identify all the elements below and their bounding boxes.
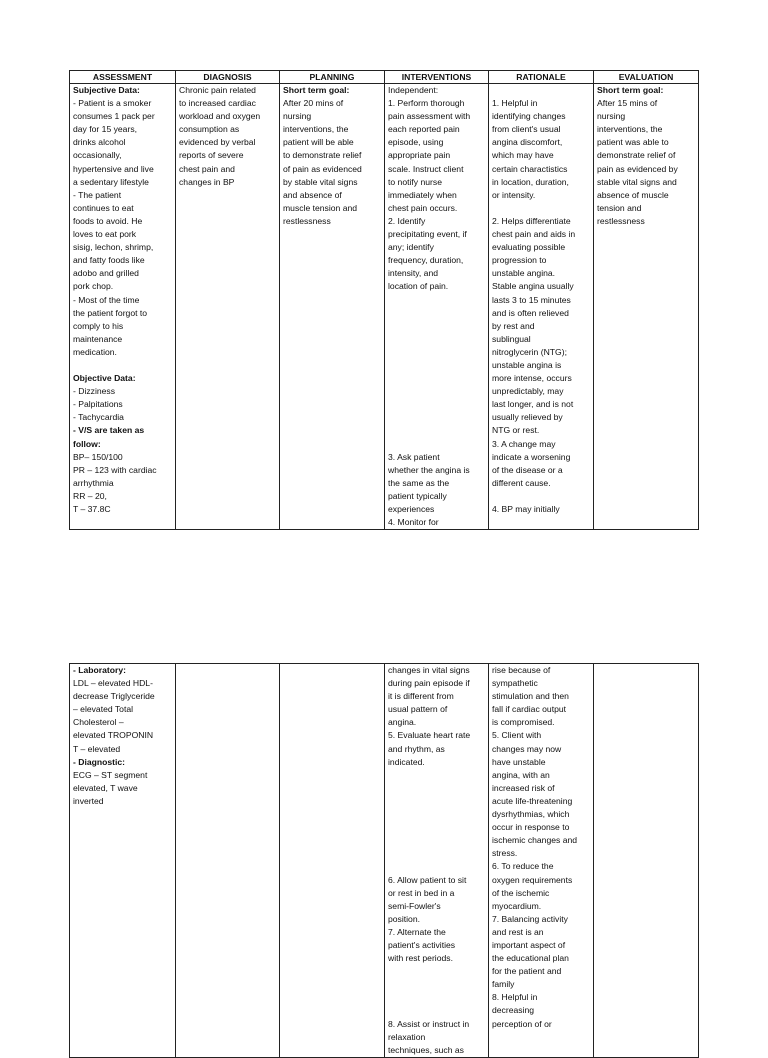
cell-text-line: 6. To reduce the [492,861,554,872]
blank-line [388,965,485,978]
cell-text-line: pain assessment with [388,111,471,122]
cell-text-line: important aspect of [492,939,566,950]
header-assessment: ASSESSMENT [70,71,176,84]
cell-text-line: 2. Identify [388,215,426,226]
cell-text-line: in location, duration, [492,176,569,187]
cell-text-line: hypertensive and live [73,163,154,174]
header-row [70,71,699,84]
cell-text-line: 6. Allow patient to sit [388,874,467,885]
cell-text-line: Short term goal: [283,85,350,95]
cell-text-line: Stable angina usually [492,281,574,292]
evaluation-cell [594,84,699,530]
cell-text-line: decrease Triglyceride [73,691,155,702]
cell-text-line: maintenance [73,333,123,344]
cell-text-line: with rest periods. [388,953,453,964]
cell-text-line: any; identify [388,242,434,253]
cell-text-line: pork chop. [73,281,114,292]
diagnosis-cell [176,664,280,1058]
care-plan-table-page-1 [69,70,699,530]
blank-line [388,398,485,411]
cell-text-line: and absence of [283,189,342,200]
cell-text-line: 1. Helpful in [492,98,538,109]
cell-text-line: perception of or [492,1018,552,1029]
cell-text-line: have unstable [492,756,546,767]
blank-line [492,84,590,97]
cell-text-line: evidenced by verbal [179,137,256,148]
cell-text-line: 4. BP may initially [492,504,560,514]
cell-text-line: identifying changes [492,111,566,122]
cell-text-line: angina discomfort, [492,137,563,148]
cell-text-line: elevated, T wave [73,782,138,793]
blank-line [388,834,485,847]
cell-text-line: medication. [73,346,117,357]
planning-cell [280,664,385,1058]
blank-line [388,438,485,451]
cell-text-line: 7. Alternate the [388,926,446,937]
blank-line [388,821,485,834]
cell-text-line: loves to eat pork [73,229,137,240]
blank-line [388,1004,485,1017]
cell-text-line: increased risk of [492,782,555,793]
cell-text-line: follow: [73,438,101,449]
cell-text-line: appropriate pain [388,150,451,161]
care-plan-table-page-2 [69,663,699,1058]
blank-line [388,411,485,424]
cell-text-line: foods to avoid. He [73,215,143,226]
cell-text-line: patient was able to [597,137,669,148]
cell-text-line: indicate a worsening [492,451,571,462]
cell-text-line: After 15 mins of [597,98,658,109]
cell-text-line: myocardium. [492,900,542,911]
cell-text-line: family [492,979,515,990]
cell-text-line: location of pain. [388,281,449,292]
cell-text-line: each reported pain [388,124,460,135]
cell-text-line: last longer, and is not [492,399,574,410]
cell-text-line: which may have [492,150,554,161]
cell-text-line: unstable angina. [492,268,556,279]
cell-text-line: workload and oxygen [179,111,261,122]
cell-text-line: After 20 mins of [283,98,344,109]
cell-text-line: 3. A change may [492,438,556,449]
cell-text-line: patient's activities [388,939,456,950]
cell-text-line: restlessness [283,215,331,226]
cell-text-line: the patient forgot to [73,307,148,318]
blank-line [388,320,485,333]
cell-text-line: immediately when [388,189,457,200]
cell-text-line: day for 15 years, [73,124,138,135]
cell-text-line: acute life-threatening [492,795,573,806]
cell-text-line: - Patient is a smoker [73,98,152,109]
blank-line [388,782,485,795]
cell-text-line: – elevated Total [73,704,134,715]
cell-text-line: it is different from [388,691,454,702]
cell-text-line: occur in response to [492,822,570,833]
cell-text-line: oxygen requirements [492,874,573,885]
cell-text-line: changes in vital signs [388,665,470,675]
cell-text-line: Cholesterol – [73,717,124,728]
cell-text-line: 4. Monitor for [388,517,439,528]
cell-text-line: adobo and grilled [73,268,139,279]
cell-text-line: unpredictably, may [492,386,564,397]
cell-text-line: - Diagnostic: [73,756,126,767]
blank-line [388,978,485,991]
cell-text-line: NTG or rest. [492,425,540,436]
cell-text-line: and fatty foods like [73,255,145,266]
rationale-cell [489,84,594,530]
cell-text-line: absence of muscle [597,189,669,200]
cell-text-line: - Most of the time [73,294,140,305]
cell-text-line: comply to his [73,320,124,331]
table-row [70,84,699,530]
cell-text-line: from client's usual [492,124,561,135]
cell-text-line: 5. Evaluate heart rate [388,730,471,741]
cell-text-line: demonstrate relief of [597,150,676,161]
cell-text-line: precipitating event, if [388,229,467,240]
header-evaluation: EVALUATION [594,71,699,84]
evaluation-cell [594,664,699,1058]
cell-text-line: during pain episode if [388,678,470,689]
blank-line [388,769,485,782]
cell-text-line: the same as the [388,477,450,488]
cell-text-line: fall if cardiac output [492,704,567,715]
cell-text-line: for the patient and [492,966,562,977]
cell-text-line: PR – 123 with cardiac [73,464,157,475]
cell-text-line: Short term goal: [597,85,664,95]
cell-text-line: of pain as evidenced [283,163,362,174]
cell-text-line: progression to [492,255,547,266]
cell-text-line: pain as evidenced by [597,163,678,174]
cell-text-line: the educational plan [492,953,569,964]
header-interventions: INTERVENTIONS [385,71,489,84]
cell-text-line: 8. Assist or instruct in [388,1018,470,1029]
cell-text-line: nursing [597,111,626,122]
cell-text-line: stable vital signs and [597,176,677,187]
cell-text-line: drinks alcohol [73,137,126,148]
cell-text-line: occasionally, [73,150,122,161]
cell-text-line: of the disease or a [492,464,563,475]
cell-text-line: changes in BP [179,176,235,187]
cell-text-line: BP– 150/100 [73,451,123,462]
cell-text-line: is compromised. [492,717,555,728]
cell-text-line: nursing [283,111,312,122]
assessment-cell [70,84,176,530]
cell-text-line: sympathetic [492,678,538,689]
cell-text-line: reports of severe [179,150,244,161]
cell-text-line: continues to eat [73,202,134,213]
cell-text-line: dysrhythmias, which [492,809,570,820]
cell-text-line: muscle tension and [283,202,358,213]
assessment-cell [70,664,176,1058]
interventions-cell [385,664,489,1058]
cell-text-line: unstable angina is [492,359,562,370]
cell-text-line: semi-Fowler's [388,900,441,911]
blank-line [388,307,485,320]
cell-text-line: intensity, and [388,268,439,279]
cell-text-line: sisig, lechon, shrimp, [73,242,154,253]
cell-text-line: T – elevated [73,743,121,754]
cell-text-line: Subjective Data: [73,85,140,95]
blank-line [492,202,590,215]
cell-text-line: angina, with an [492,769,550,780]
cell-text-line: usual pattern of [388,704,448,715]
rationale-cell [489,664,594,1058]
blank-line [388,359,485,372]
cell-text-line: Chronic pain related [179,85,256,95]
cell-text-line: scale. Instruct client [388,163,464,174]
cell-text-line: patient typically [388,490,447,501]
cell-text-line: 8. Helpful in [492,992,538,1003]
cell-text-line: - The patient [73,189,122,200]
cell-text-line: to increased cardiac [179,98,256,109]
cell-text-line: indicated. [388,756,425,767]
cell-text-line: usually relieved by [492,412,563,423]
cell-text-line: changes may now [492,743,562,754]
cell-text-line: - Laboratory: [73,665,126,675]
cell-text-line: ECG – ST segment [73,769,148,780]
blank-line [388,991,485,1004]
cell-text-line: chest pain and [179,163,235,174]
planning-cell [280,84,385,530]
cell-text-line: stimulation and then [492,691,569,702]
cell-text-line: different cause. [492,477,551,488]
cell-text-line: or intensity. [492,189,536,200]
interventions-cell [385,84,489,530]
cell-text-line: to notify nurse [388,176,442,187]
blank-line [388,333,485,346]
cell-text-line: and rhythm, as [388,743,445,754]
cell-text-line: consumes 1 pack per [73,111,155,122]
cell-text-line: chest pain and aids in [492,229,576,240]
cell-text-line: - Tachycardia [73,412,124,423]
cell-text-line: restlessness [597,215,645,226]
cell-text-line: relaxation [388,1031,426,1042]
cell-text-line: elevated TROPONIN [73,730,154,741]
cell-text-line: evaluating possible [492,242,566,253]
cell-text-line: - V/S are taken as [73,425,145,436]
cell-text-line: by rest and [492,320,535,331]
header-diagnosis: DIAGNOSIS [176,71,280,84]
cell-text-line: 7. Balancing activity [492,913,568,924]
cell-text-line: chest pain occurs. [388,202,458,213]
blank-line [388,847,485,860]
cell-text-line: frequency, duration, [388,255,464,266]
cell-text-line: LDL – elevated HDL- [73,678,153,689]
blank-line [388,424,485,437]
cell-text-line: 5. Client with [492,730,542,741]
cell-text-line: 3. Ask patient [388,451,440,462]
cell-text-line: T – 37.8C [73,504,111,514]
blank-line [73,359,172,372]
blank-line [492,490,590,503]
cell-text-line: certain charactistics [492,163,568,174]
blank-line [388,294,485,307]
cell-text-line: nitroglycerin (NTG); [492,346,567,357]
blank-line [388,385,485,398]
cell-text-line: a sedentary lifestyle [73,176,149,187]
blank-line [388,346,485,359]
cell-text-line: of the ischemic [492,887,550,898]
cell-text-line: more intense, occurs [492,373,572,384]
cell-text-line: whether the angina is [388,464,470,475]
cell-text-line: rise because of [492,665,551,675]
cell-text-line: patient will be able [283,137,354,148]
cell-text-line: experiences [388,504,435,514]
cell-text-line: techniques, such as [388,1044,464,1055]
cell-text-line: 2. Helps differentiate [492,215,571,226]
cell-text-line: lasts 3 to 15 minutes [492,294,571,305]
cell-text-line: by stable vital signs [283,176,358,187]
cell-text-line: episode, using [388,137,444,148]
cell-text-line: 1. Perform thorough [388,98,465,109]
header-planning: PLANNING [280,71,385,84]
cell-text-line: interventions, the [597,124,663,135]
blank-line [388,860,485,873]
blank-line [388,372,485,385]
cell-text-line: stress. [492,848,518,859]
cell-text-line: or rest in bed in a [388,887,455,898]
cell-text-line: arrhythmia [73,477,114,488]
cell-text-line: Independent: [388,85,439,95]
blank-line [388,795,485,808]
cell-text-line: - Palpitations [73,399,123,410]
cell-text-line: to demonstrate relief [283,150,362,161]
cell-text-line: - Dizziness [73,386,116,397]
cell-text-line: and rest is an [492,926,544,937]
diagnosis-cell [176,84,280,530]
cell-text-line: and is often relieved [492,307,569,318]
cell-text-line: ischemic changes and [492,835,578,846]
header-rationale: RATIONALE [489,71,594,84]
cell-text-line: position. [388,913,421,924]
cell-text-line: decreasing [492,1005,535,1016]
cell-text-line: consumption as [179,124,240,135]
cell-text-line: interventions, the [283,124,349,135]
cell-text-line: Objective Data: [73,373,136,384]
table-row [70,664,699,1058]
cell-text-line: tension and [597,202,642,213]
cell-text-line: sublingual [492,333,531,344]
blank-line [388,808,485,821]
cell-text-line: RR – 20, [73,490,107,501]
cell-text-line: inverted [73,795,104,806]
cell-text-line: angina. [388,717,417,728]
